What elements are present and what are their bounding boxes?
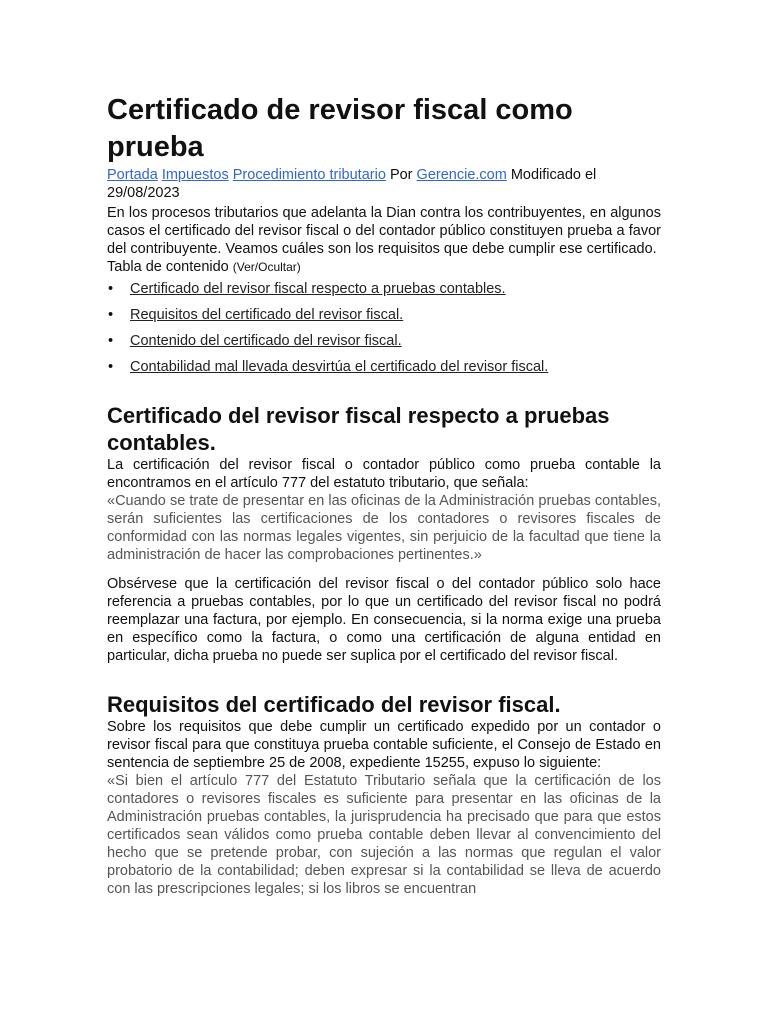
author-prefix: Por: [389, 167, 413, 183]
toc-link-certificado-pruebas[interactable]: Certificado del revisor fiscal respecto a pruebas contables.: [130, 281, 506, 297]
breadcrumb-portada-link[interactable]: Portada: [107, 167, 158, 183]
article: [107, 92, 661, 898]
section-paragraph: La certificación del revisor fiscal o contador público como prueba contable la encontramos en el artículo 777 del estatuto tributario, que señala:: [107, 457, 661, 491]
toc-label: Tabla de contenido: [107, 259, 229, 275]
bullet: •: [108, 359, 114, 375]
section-heading-requisitos: Requisitos del certificado del revisor fiscal.: [107, 692, 561, 717]
breadcrumb-impuestos-link[interactable]: Impuestos: [161, 167, 229, 183]
breadcrumb-procedimiento-link[interactable]: Procedimiento tributario: [232, 167, 386, 183]
bullet: •: [108, 281, 114, 297]
section-paragraph: Obsérvese que la certificación del revisor fiscal o del contador público solo hace referencia a pruebas contables, por lo que un certificado del revisor fiscal no podrá reemplazar una factura, por ejemplo. En consecuencia, si la norma exige una prueba en específico como la factura, o como una certificación de alguna entidad en particular, dicha prueba no puede ser suplica por el certificado del revisor fiscal.: [107, 576, 661, 664]
section-heading-pruebas: Certificado del revisor fiscal respecto a pruebas contables.: [107, 403, 610, 455]
toc-link-contabilidad[interactable]: Contabilidad mal llevada desvirtúa el certificado del revisor fiscal.: [130, 359, 549, 375]
toc-item: [107, 332, 661, 350]
toc-item: [107, 358, 661, 376]
toc-item: [107, 306, 661, 324]
intro-paragraph: En los procesos tributarios que adelanta la Dian contra los contribuyentes, en algunos casos el certificado del revisor fiscal o del contador público constituyen prueba a favor del contribuyente. Veamos cuáles son los requisitos que debe cumplir ese certificado.: [107, 205, 661, 257]
toc-link-requisitos[interactable]: Requisitos del certificado del revisor fiscal.: [130, 307, 404, 323]
bullet: •: [108, 333, 114, 349]
bullet: •: [108, 307, 114, 323]
page-title: Certificado de revisor fiscal como prueba: [107, 94, 573, 163]
toc-item: [107, 280, 661, 298]
article-meta: [107, 166, 661, 202]
toc-link-contenido[interactable]: Contenido del certificado del revisor fiscal.: [130, 333, 402, 349]
modified-date: 29/08/2023: [107, 185, 180, 201]
author-link[interactable]: Gerencie.com: [416, 167, 507, 183]
toc-header: [107, 258, 661, 276]
modified-label: Modificado el: [510, 167, 597, 183]
toc-toggle-button[interactable]: (Ver/Ocultar): [232, 260, 301, 274]
section-quote: «Si bien el artículo 777 del Estatuto Tributario señala que la certificación de los contadores o revisores fiscales es suficiente para presentar en las oficinas de la Administración pruebas contables, la jurisprudencia ha precisado que para que estos certificados sean válidos como prueba contable deben llevar al convencimiento del hecho que se pretende probar, con sujeción a las normas que regulan el valor probatorio de la contabilidad; deben expresar si la contabilidad se lleva de acuerdo con las prescripciones legales; si los libros se encuentran: [107, 773, 661, 897]
section-paragraph: Sobre los requisitos que debe cumplir un certificado expedido por un contador o revisor fiscal para que constituya prueba contable suficiente, el Consejo de Estado en sentencia de septiembre 25 de 2008, expediente 15255, expuso lo siguiente:: [107, 719, 661, 771]
toc-list: [107, 280, 661, 376]
section-quote: «Cuando se trate de presentar en las oficinas de la Administración pruebas contables, serán suficientes las certificaciones de los contadores o revisores fiscales de conformidad con las normas legales vigentes, sin perjuicio de la facultad que tiene la administración de hacer las comprobaciones pertinentes.»: [107, 493, 661, 563]
